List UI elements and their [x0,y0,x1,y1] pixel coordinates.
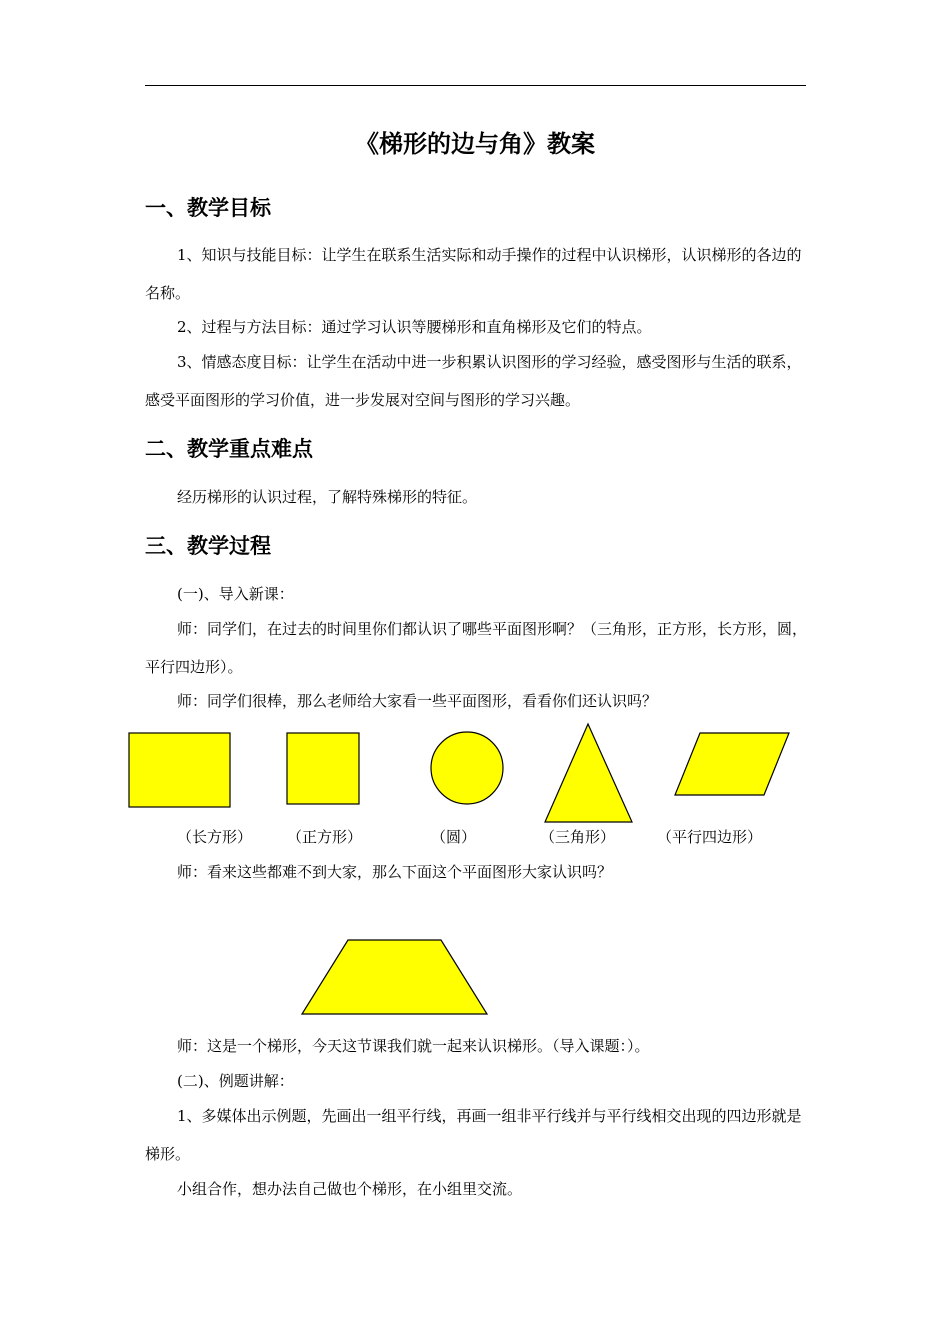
question-1: 师：同学们，在过去的时间里你们都认识了哪些平面图形啊？（三角形，正方形，长方形，圆，平行四边形）。 [145,620,808,676]
question-4: 师：这是一个梯形，今天这节课我们就一起来认识梯形。（导入课题：）。 [177,1037,650,1055]
goal-item-3: 3、情感态度目标：让学生在活动中进一步积累认识图形的学习经验，感受图形与生活的联系，感受平面图形的学习价值，进一步发展对空间与图形的学习兴趣。 [145,353,802,409]
page-title: 《梯形的边与角》教案 [355,130,595,158]
example-step-1: 1、多媒体出示例题，先画出一组平行线，再画一组非平行线并与平行线相交出现的四边形就是梯形。 [145,1107,802,1163]
question-2: 师：同学们很棒，那么老师给大家看一些平面图形，看看你们还认识吗？ [177,692,658,710]
circle-shape [431,732,503,804]
question-3: 师：看来这些都难不到大家，那么下面这个平面图形大家认识吗？ [177,863,613,881]
example-step-2: 小组合作，想办法自己做也个梯形，在小组里交流。 [177,1180,523,1198]
caption-parallelogram: （平行四边形） [657,828,763,846]
goal-item-2: 2、过程与方法目标：通过学习认识等腰梯形和直角梯形及它们的特点。 [177,318,652,336]
intro-label: (一)、导入新课： [177,585,294,603]
trapezoid-shape [302,940,487,1014]
key-points-text: 经历梯形的认识过程，了解特殊梯形的特征。 [177,488,478,506]
section-heading-key-points: 二、教学重点难点 [145,437,313,461]
triangle-shape [545,724,632,822]
section-heading-goals: 一、教学目标 [145,196,271,220]
rectangle-shape [129,733,230,807]
example-label: (二)、例题讲解： [177,1072,294,1090]
square-shape [287,733,359,804]
section-heading-process: 三、教学过程 [145,534,271,558]
caption-square: （正方形） [287,828,363,846]
caption-triangle: （三角形） [540,828,616,846]
caption-circle: （圆） [431,828,477,846]
parallelogram-shape [675,733,789,795]
goal-item-1: 1、知识与技能目标：让学生在联系生活实际和动手操作的过程中认识梯形，认识梯形的各边的名称。 [145,246,802,302]
caption-rectangle: （长方形） [177,828,253,846]
